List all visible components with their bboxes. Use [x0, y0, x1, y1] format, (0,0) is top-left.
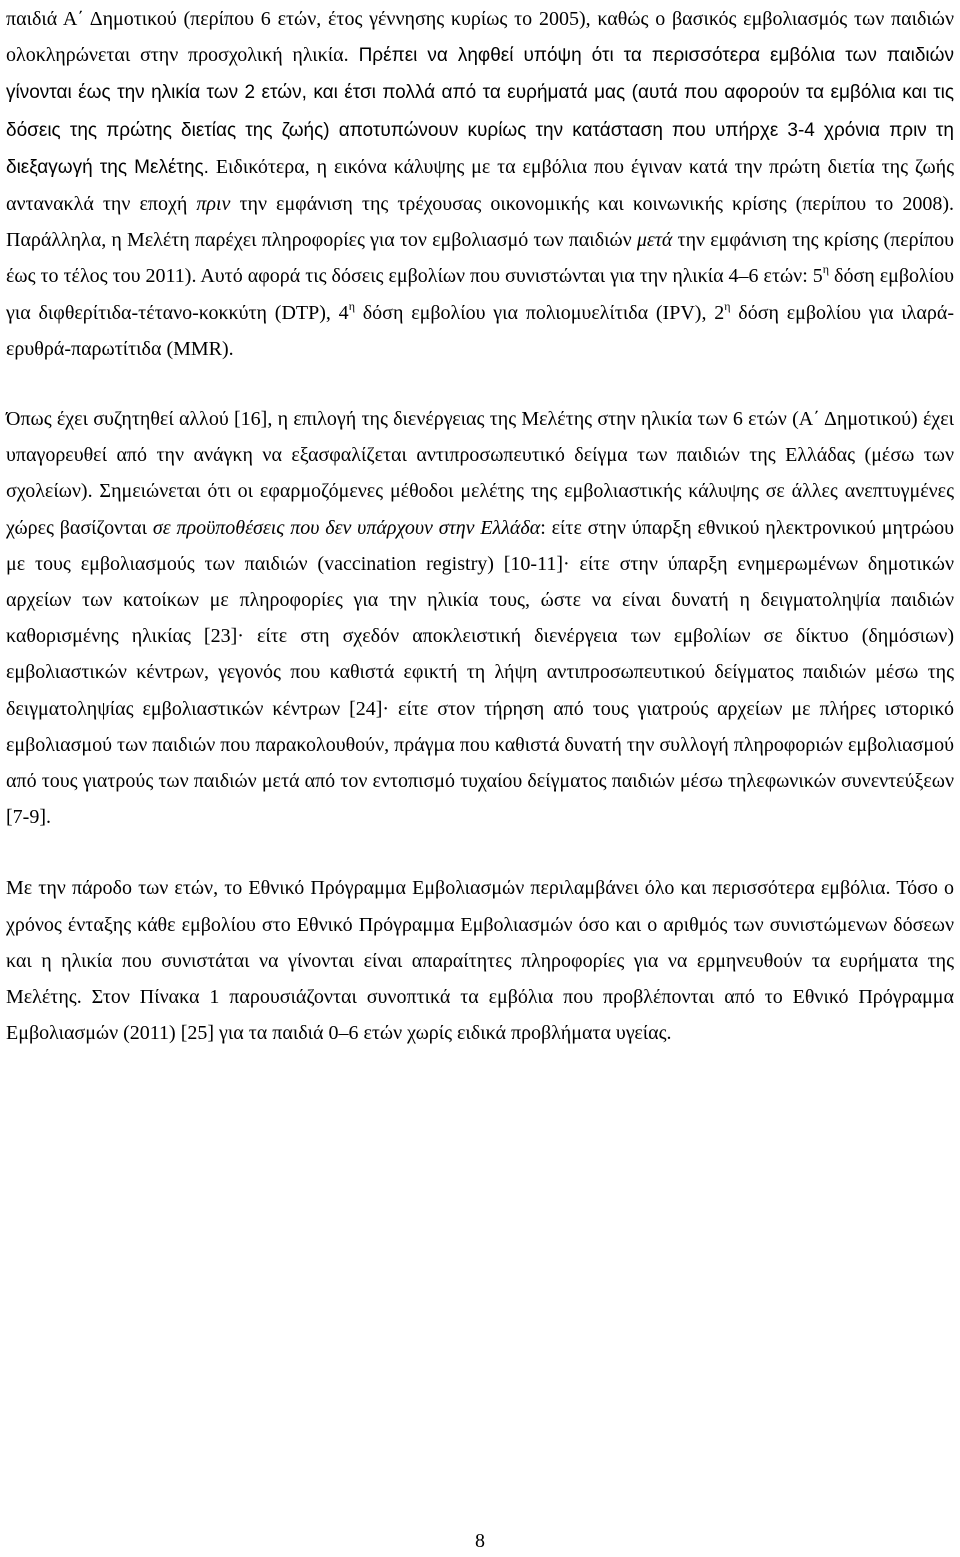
text-run: Όπως έχει συζητηθεί αλλού [16], η επιλογή της διενέργειας της Μελέτης στην ηλικία των 6 ετών (Α΄ Δημοτικού) έχει υπαγορευθεί από την ανάγκη να εξασφαλίζεται αντιπροσωπευτικό δείγμα των παιδιών της Ελλάδας (μέσω των σχολείων). Σημειώνεται ότι οι εφαρμοζόμενες μέθοδοι μελέτης της εμβολιαστικής κάλυψης σε άλλες ανεπτυγμένες χώρες βασίζονται	[6, 408, 954, 539]
emphasis-after: μετά	[636, 229, 673, 252]
superscript-ordinal: η	[724, 298, 731, 313]
paragraph-study-timing	[6, 1, 954, 367]
page-number: 8	[475, 1530, 485, 1552]
paragraph-programme	[6, 870, 954, 1051]
text-run: την εμφάνιση της κρίσης (περίπου έως το τέλος του 2011). Αυτό αφορά τις δόσεις εμβολίων που συνιστώνται για την ηλικία 4–6 ετών: 5	[6, 229, 954, 288]
superscript-ordinal: η	[348, 298, 355, 313]
paragraph-methods	[6, 401, 954, 835]
text-run: : είτε στην ύπαρξη εθνικού ηλεκτρονικού μητρώου με τους εμβολιασμούς των παιδιών (vaccination registry) [10-11]· είτε στην ύπαρξη ενημερωμένων δημοτικών αρχείων των κατοίκων με πληροφορίες για την ηλικία τους, ώστε να είναι δυνατή η δειγματοληψία παιδιών καθορισμένης ηλικίας [23]· είτε στη σχεδόν αποκλειστική διενέργεια των εμβολίων σε δίκτυο (δημόσιων) εμβολιαστικών κέντρων, γεγονός που καθιστά εφικτή τη λήψη αντιπροσωπευτικού δείγματος παιδιών μέσω της δειγματοληψίας εμβολιαστικών κέντρων [24]· είτε στον τήρηση από τους γιατρούς αρχείων με πλήρες ιστορικό εμβολιασμού των παιδιών που παρακολουθούν, πράγμα που καθιστά δυνατή την συλλογή πληροφοριών εμβολιασμού από τους γιατρούς των παιδιών μετά από τον εντοπισμό τυχαίου δείγματος παιδιών μέσω τηλεφωνικών συνεντεύξεων [7-9].	[6, 516, 955, 829]
text-run: Παράλληλα, η Μελέτη παρέχει πληροφορίες για τον εμβολιασμό των παιδιών	[6, 229, 637, 252]
text-run: δόση εμβολίου για ιλαρά-ερυθρά-παρωτίτιδα (MMR).	[6, 301, 954, 360]
text-run: δόση εμβολίου για πολιομυελίτιδα (IPV), 2	[354, 301, 725, 324]
text-run: την εμφάνιση της τρέχουσας οικονομικής και κοινωνικής κρίσης (περίπου το 2008).	[230, 193, 954, 216]
superscript-ordinal: η	[822, 262, 830, 277]
document-body	[6, 0, 954, 1071]
text-run: Πρέπει να ληφθεί υπόψη ότι τα περισσότερα εμβόλια των παιδιών γίνονται έως την ηλικία των 2 ετών, και έτσι πολλά από τα ευρήματά μας (αυτά που αφορούν τα εμβόλια και τις δόσεις της πρώτης διετίας της ζωής) αποτυπώνουν κυρίως την κατάσταση που υπήρχε 3-4 χρόνια πριν τη διεξαγωγή της Μελέτης.	[6, 45, 954, 178]
text-run: Με την πάροδο των ετών, το Εθνικό Πρόγραμμα Εμβολιασμών περιλαμβάνει όλο και περισσότερα εμβόλια. Τόσο ο χρόνος ένταξης κάθε εμβολίου στο Εθνικό Πρόγραμμα Εμβολιασμών όσο και ο αριθμός των συνιστώμενων δόσεων και η ηλικία που συνιστάται να γίνονται είναι απαραίτητες πληροφορίες για να ερμηνευθούν τα ευρήματα της Μελέτης. Στον Πίνακα 1 παρουσιάζονται συνοπτικά τα εμβόλια που προβλέπονται από το Εθνικό Πρόγραμμα Εμβολιασμών (2011) [25] για τα παιδιά 0–6 ετών χωρίς ειδικά προβλήματα υγείας.	[6, 877, 954, 1045]
emphasis-conditions: σε προϋποθέσεις που δεν υπάρχουν στην Ελλάδα	[152, 516, 541, 539]
text-run: Ειδικότερα, η εικόνα κάλυψης με τα εμβόλια που έγιναν κατά την πρώτη διετία της ζωής αντανακλά την εποχή	[6, 155, 954, 216]
text-run: παιδιά Α΄ Δημοτικού (περίπου 6 ετών, έτος γέννησης κυρίως το 2005), καθώς ο βασικός εμβολιασμός των παιδιών ολοκληρώνεται στην προσχολική ηλικία.	[6, 8, 954, 67]
emphasis-before: πριν	[196, 193, 231, 216]
text-run: δόση εμβολίου για διφθερίτιδα-τέτανο-κοκκύτη (DTP), 4	[6, 265, 954, 324]
